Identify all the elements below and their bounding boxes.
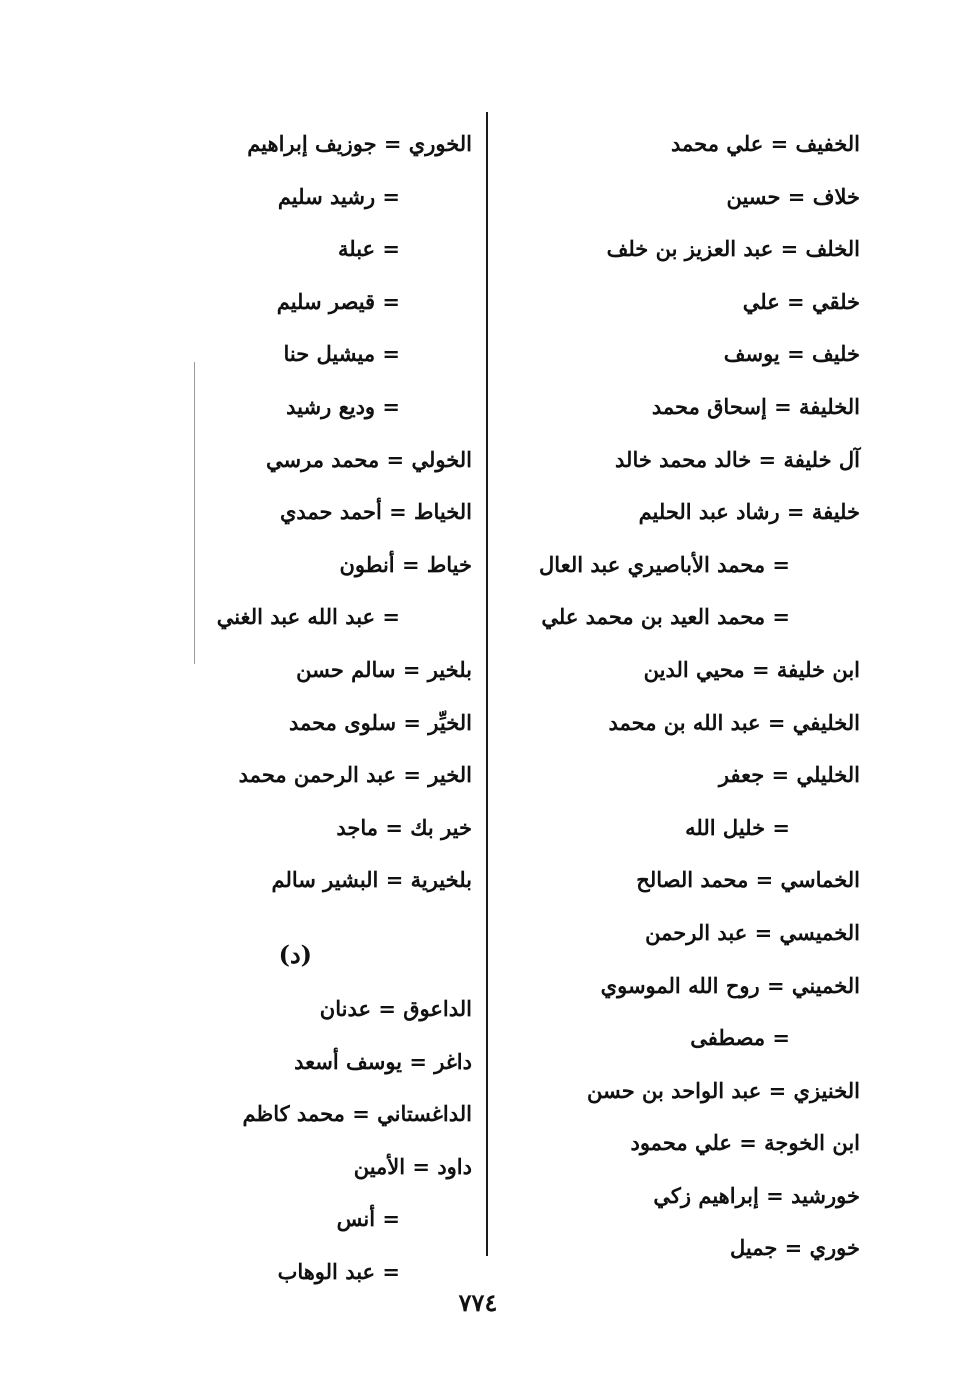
index-entry: خلاف = حسين bbox=[726, 183, 860, 209]
index-entry: الخوري = جوزيف إبراهيم bbox=[247, 131, 472, 156]
index-entry: = مصطفى bbox=[690, 1025, 790, 1051]
index-entry: = رشيد سليم bbox=[277, 183, 400, 209]
index-entry: = عبد الوهاب bbox=[277, 1258, 400, 1284]
index-entry: = خليل الله bbox=[685, 814, 790, 840]
index-entry: خياط = أنطون bbox=[339, 551, 472, 577]
section-heading: (د) bbox=[278, 939, 312, 969]
index-entry: = محمد العيد بن محمد علي bbox=[541, 604, 790, 630]
index-entry: = ميشيل حنا bbox=[283, 341, 400, 367]
page-number: ٧٧٤ bbox=[458, 1288, 498, 1317]
index-entry: الخفيف = علي محمد bbox=[671, 131, 860, 156]
index-entry: الخولي = محمد مرسي bbox=[266, 446, 472, 472]
index-entry: الداعوق = عدنان bbox=[319, 995, 472, 1021]
index-entry: ابن الخوجة = علي محمود bbox=[630, 1130, 860, 1156]
right-column bbox=[500, 118, 860, 1275]
column-divider bbox=[486, 112, 488, 1256]
index-entry: الخلف = عبد العزيز بن خلف bbox=[606, 236, 860, 262]
index-entry: = عبد الله عبد الغني bbox=[216, 604, 400, 630]
left-column-entries-bottom bbox=[182, 983, 472, 1299]
index-entry: خليف = يوسف bbox=[723, 341, 860, 367]
index-entry: = قيصر سليم bbox=[276, 288, 400, 314]
left-column bbox=[182, 118, 472, 1298]
index-entry: آل خليفة = خالد محمد خالد bbox=[615, 446, 860, 472]
index-entry: = وديع رشيد bbox=[286, 393, 400, 419]
index-entry: خلقي = علي bbox=[742, 288, 860, 314]
index-entry: الخماسي = محمد الصالح bbox=[636, 867, 860, 893]
index-entry: خورشيد = إبراهيم زكي bbox=[653, 1182, 860, 1208]
index-entry: الخنيزي = عبد الواحد بن حسن bbox=[587, 1077, 860, 1103]
index-entry: خوري = جميل bbox=[730, 1235, 860, 1261]
index-entry: الخميسي = عبد الرحمن bbox=[645, 919, 860, 945]
index-entry: ابن خليفة = محيي الدين bbox=[643, 656, 860, 682]
index-entry: الداغستاني = محمد كاظم bbox=[242, 1101, 472, 1127]
index-entry: = أنس bbox=[336, 1206, 400, 1232]
index-entry: خير بك = ماجد bbox=[336, 814, 472, 840]
index-entry: بلخيرية = البشير سالم bbox=[271, 867, 472, 893]
index-entry: الخليلي = جعفر bbox=[718, 762, 860, 788]
left-column-entries-top bbox=[182, 118, 472, 907]
index-entry: خليفة = رشاد عبد الحليم bbox=[638, 499, 860, 525]
index-entry: الخليفة = إسحاق محمد bbox=[651, 393, 860, 419]
index-entry: الخيِّر = سلوى محمد bbox=[288, 709, 472, 735]
index-entry: داود = الأمين bbox=[353, 1153, 472, 1179]
index-entry: الخميني = روح الله الموسوي bbox=[600, 972, 860, 998]
index-entry: الخير = عبد الرحمن محمد bbox=[238, 762, 472, 788]
index-entry: الخليفي = عبد الله بن محمد bbox=[608, 709, 860, 735]
index-entry: = عبلة bbox=[338, 236, 400, 262]
index-entry: = محمد الأباصيري عبد العال bbox=[539, 551, 790, 577]
index-entry: بلخير = سالم حسن bbox=[296, 656, 472, 682]
index-entry: داغر = يوسف أسعد bbox=[294, 1048, 472, 1074]
index-entry: الخياط = أحمد حمدي bbox=[279, 499, 472, 525]
